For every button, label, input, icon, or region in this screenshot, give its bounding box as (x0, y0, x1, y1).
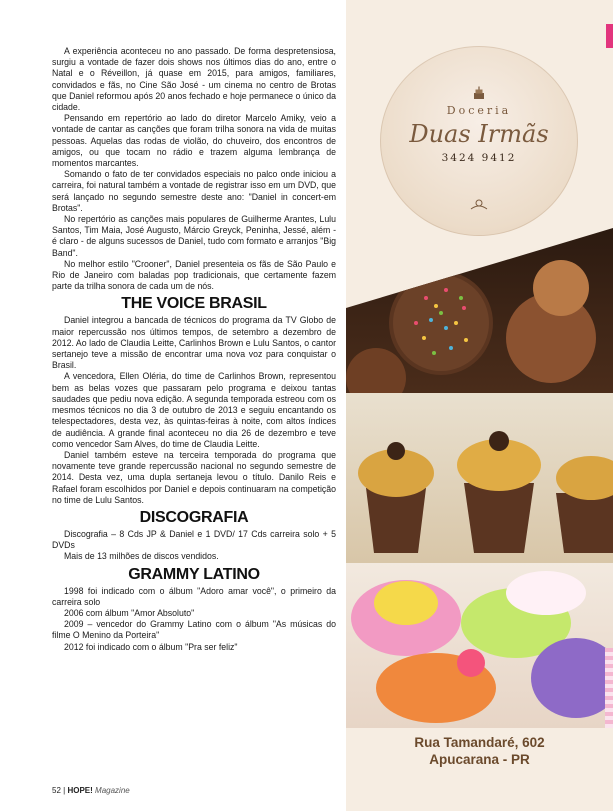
address-street: Rua Tamandaré, 602 (414, 735, 545, 750)
paragraph: No repertório as canções mais populares de Guilherme Arantes, Lulu Santos, Tim Maia, José Augusto, Márcio Greyck, Peninha, Jessé, além - é claro - de alguns sucessos de Daniel, tudo com formato e arranjos "Big Band". (52, 214, 336, 258)
section-heading-the-voice: THE VOICE BRASIL (121, 295, 267, 313)
shop-name: Duas Irmãs (409, 120, 549, 148)
paragraph: 2009 – vencedor do Grammy Latino com o álbum "As músicas do filme O Menino da Porteira" (52, 619, 336, 641)
paragraph: 2012 foi indicado com o álbum "Pra ser feliz" (64, 641, 238, 652)
sweets-photo (346, 228, 613, 728)
address-city: Apucarana - PR (429, 752, 530, 767)
footer-separator: | (63, 786, 66, 795)
pink-strip-decoration (605, 648, 613, 728)
magazine-brand: HOPE! (67, 786, 93, 795)
cupcakes-image (346, 393, 613, 563)
paragraph: Daniel também esteve na terceira temporada do programa que novamente teve grande repercussão nacional no segundo semestre de 2014. Desta vez, uma dupla sertaneja levou o título. Danilo Reis e Rafael foram escolhidos por Daniel e depois continuaram na competição no time de Lulu Santos. (52, 449, 336, 505)
ornament-icon (470, 199, 488, 213)
pink-tab (606, 24, 613, 48)
paragraph: 2006 com álbum "Amor Absoluto" (64, 607, 195, 618)
doceria-label: Doceria (446, 104, 512, 117)
chocolate-truffles-image (346, 228, 613, 393)
paragraph: 1998 foi indicado com o álbum "Adoro amar você", o primeiro da carreira solo (52, 585, 336, 607)
paragraph: Mais de 13 milhões de discos vendidos. (64, 551, 219, 562)
paragraph: Discografia – 8 Cds JP & Daniel e 1 DVD/ 17 Cds carreira solo + 5 DVDs (52, 528, 336, 551)
section-heading-grammy: GRAMMY LATINO (128, 565, 260, 583)
magazine-label: Magazine (95, 786, 130, 795)
paragraph: Somando o fato de ter convidados especiais no palco onde iniciou a carreira, foi natural também a vontade de registrar isso em um DVD, que será lançado no segundo semestre deste ano: "Daniel in concert-em Brotas". (52, 169, 336, 213)
shop-address (346, 734, 613, 768)
shop-phone: 3424 9412 (441, 152, 517, 164)
doceria-advert (346, 0, 613, 811)
colorful-cupcakes-image (346, 563, 613, 728)
doceria-logo-badge (380, 46, 578, 236)
paragraph: Pensando em repertório ao lado do diretor Marcelo Amiky, veio a vontade de cantar as canções que foram trilha sonora na vida de muitas pessoas. Aquelas das rodas de violão, do chuveiro, dos encontros de amigos, ou que tocam no rádio e trazem alguma lembrança de momentos marcantes. (52, 113, 336, 169)
section-heading-discografia: DISCOGRAFIA (139, 508, 249, 526)
article-column (52, 46, 336, 653)
paragraph: No melhor estilo "Crooner", Daniel presenteia os fãs de São Paulo e Rio de Janeiro com baladas pop tradicionais, que certamente fazem parte da trilha sonora de cada um de nós. (52, 258, 336, 292)
page-number: 52 (52, 786, 61, 795)
cake-icon (473, 86, 485, 100)
paragraph: A vencedora, Ellen Oléria, do time de Carlinhos Brown, representou bem as belas vozes que passaram pelo programa e deixou tantas saudades que pediu nova edição. A segunda temporada estreou com os mesmos técnicos no dia 3 de outubro de 2013 e seguiu encantando os telespectadores, desta vez, às quintas-feiras à noite, com altos índices de audiência. A grande final aconteceu no dia 26 de dezembro e teve como vencedor Sam Alves, do time de Claudia Leitte. (52, 371, 336, 449)
paragraph: A experiência aconteceu no ano passado. De forma despretensiosa, surgiu a vontade de fazer dois shows nos últimos dias do ano, entre o Natal e o Réveillon, já quase em 2015, para amigos, familiares, convidados e fãs, no Cine São José - um cinema no centro de Brotas que Daniel reformou após 20 anos fechado e hoje permanece o único da cidade. (52, 46, 336, 113)
page-footer (52, 786, 130, 795)
paragraph: Daniel integrou a bancada de técnicos do programa da TV Globo de maior repercussão nos últimos tempos, de setembro a dezembro de 2012. Ao lado de Claudia Leitte, Carlinhos Brown e Lulu Santos, o cantor sertanejo teve a missão de encontrar uma nova voz para conquistar o Brasil. (52, 315, 336, 371)
